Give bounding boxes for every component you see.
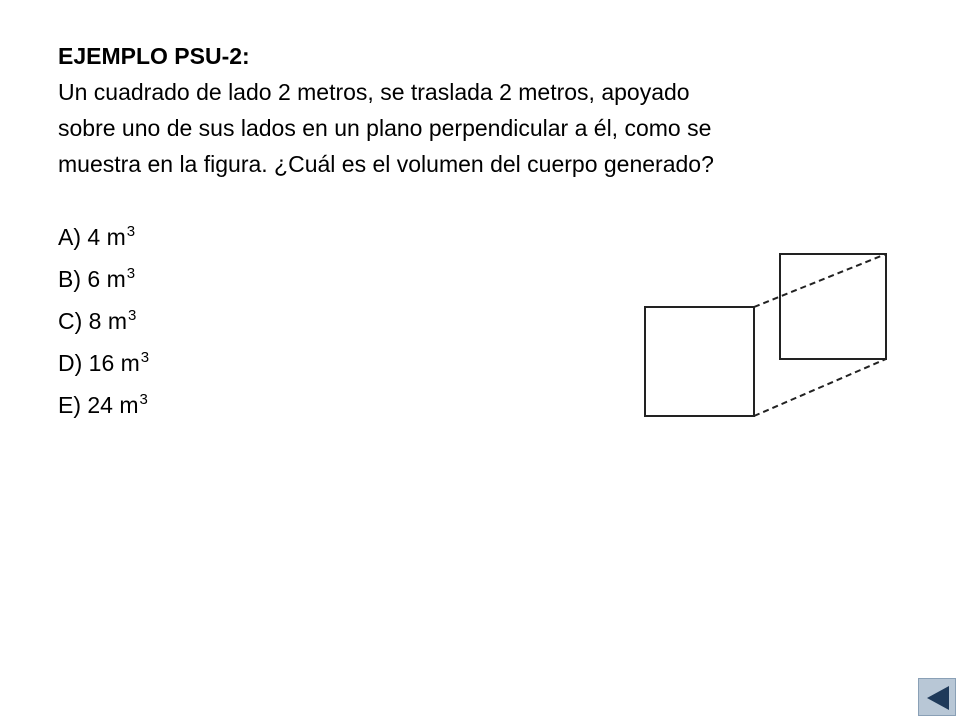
option-a: [58, 218, 878, 260]
option-exponent: 3: [140, 349, 150, 366]
question-line-1: Un cuadrado de lado 2 metros, se traslada 2 metros, apoyado: [58, 79, 690, 105]
option-b: [58, 260, 878, 302]
question-line-3: muestra en la figura. ¿Cuál es el volumen del cuerpo generado?: [58, 151, 714, 177]
spacer: [58, 182, 878, 218]
option-c: [58, 302, 878, 344]
option-label: E) 24 m: [58, 392, 139, 418]
option-d: [58, 344, 878, 386]
option-e: [58, 386, 878, 428]
option-label: C) 8 m: [58, 308, 127, 334]
question-line-2: sobre uno de sus lados en un plano perpendicular a él, como se: [58, 115, 712, 141]
slide-content: [58, 38, 878, 428]
option-exponent: 3: [139, 391, 148, 408]
triangle-left-icon: [919, 679, 957, 717]
option-label: D) 16 m: [58, 350, 140, 376]
option-exponent: 3: [126, 223, 136, 240]
option-label: B) 6 m: [58, 266, 126, 292]
option-exponent: 3: [126, 265, 136, 282]
option-label: A) 4 m: [58, 224, 126, 250]
slide-title: EJEMPLO PSU-2:: [58, 43, 250, 69]
back-button[interactable]: [918, 678, 956, 716]
option-exponent: 3: [128, 307, 137, 324]
